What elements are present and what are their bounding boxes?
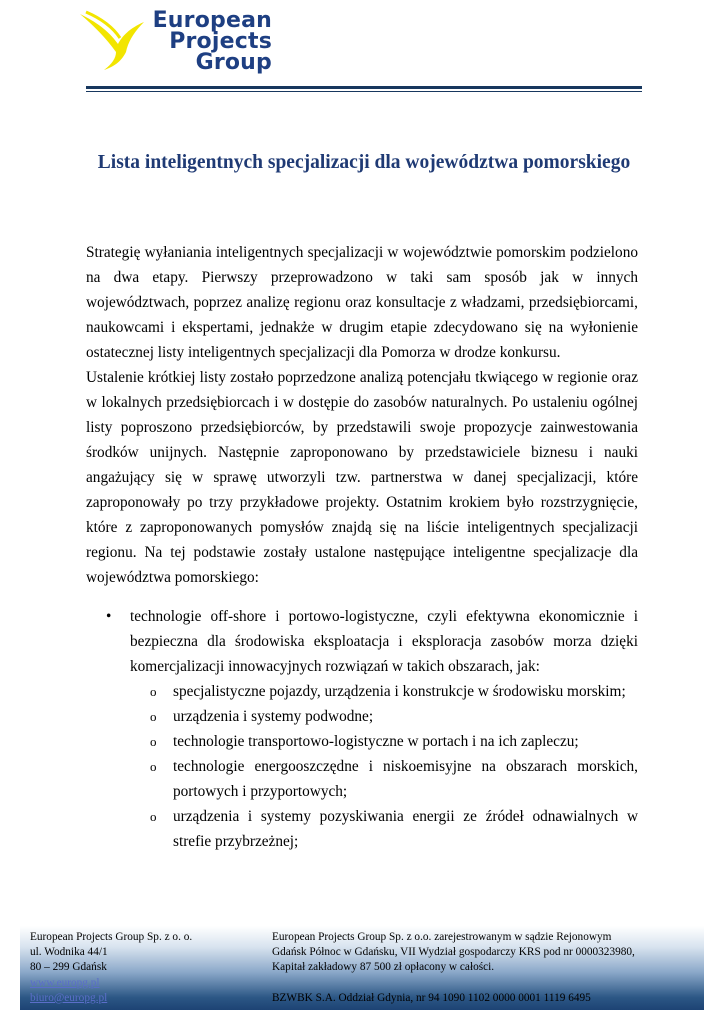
bullet-marker: • (106, 608, 112, 625)
sub-list (130, 679, 638, 854)
footer-website-link[interactable]: www.europg.pl (30, 976, 100, 989)
document-title: Lista inteligentnych specjalizacji dla województwa pomorskiego (97, 152, 631, 173)
footer-registration (272, 930, 702, 1006)
logo-line-3: Group (195, 50, 272, 75)
sub-marker: o (150, 734, 157, 749)
footer-city: 80 – 299 Gdańsk (30, 961, 107, 974)
sub-list-item (130, 729, 638, 754)
sub-list-item (130, 679, 638, 704)
company-logo (78, 8, 278, 78)
bullet-list (86, 604, 638, 854)
footer-bank-account: BZWBK S.A. Oddział Gdynia, nr 94 1090 1102 0000 0001 1119 6495 (272, 991, 591, 1004)
sub-list-item (130, 704, 638, 729)
page-footer (20, 926, 704, 1010)
footer-email-link[interactable]: biuro@europg.pl (30, 991, 108, 1004)
header-rule-thick (86, 86, 642, 89)
sub-item-text: technologie energooszczędne i niskoemisyjne na obszarach morskich, portowych i przyportowych; (173, 758, 638, 800)
sub-marker: o (150, 809, 157, 824)
sub-marker: o (150, 684, 157, 699)
footer-registration-line: Gdańsk Północ w Gdańsku, VII Wydział gospodarczy KRS pod nr 0000323980, (272, 946, 635, 959)
list-item (86, 604, 638, 854)
footer-registration-line: Kapitał zakładowy 87 500 zł opłacony w całości. (272, 961, 495, 974)
footer-company: European Projects Group Sp. z o. o. (30, 931, 193, 943)
footer-address (30, 930, 260, 1006)
footer-street: ul. Wodnika 44/1 (30, 946, 108, 959)
sub-list-item (130, 754, 638, 804)
sub-list-item (130, 804, 638, 854)
header-rule-thin (86, 91, 642, 92)
sub-marker: o (150, 709, 157, 724)
logo-line-1: European (152, 8, 272, 33)
footer-registration-line: European Projects Group Sp. z o.o. zarejestrowanym w sądzie Rejonowym (272, 931, 612, 943)
bullet-text: technologie off-shore i portowo-logistyczne, czyli efektywna ekonomicznie i bezpieczna dla środowiska eksploatacja i eksploracja zasobów morza dzięki komercjalizacji innowacyjnych rozwiązań w takich obszarach, jak: (130, 608, 638, 675)
sub-item-text: urządzenia i systemy pozyskiwania energii ze źródeł odnawialnych w strefie przybrzeżnej; (173, 808, 638, 850)
logo-wordmark (122, 10, 272, 73)
sub-item-text: specjalistyczne pojazdy, urządzenia i konstrukcje w środowisku morskim; (173, 683, 626, 700)
sub-marker: o (150, 759, 157, 774)
logo-line-2: Projects (169, 29, 272, 54)
document-body (86, 240, 638, 854)
sub-item-text: technologie transportowo-logistyczne w portach i na ich zapleczu; (173, 733, 579, 750)
paragraph: Ustalenie krótkiej listy zostało poprzedzone analizą potencjału tkwiącego w regionie oraz w lokalnych przedsiębiorcach i w dostępie do zasobów naturalnych. Po ustaleniu ogólnej listy poproszono przedsiębiorców, by przedstawili swoje propozycje zainwestowania środków unijnych. Następnie zaproponowano by przedstawiciele biznesu i nauki angażujący się w sprawę utworzyli tzw. partnerstwa w danej specjalizacji, które zaproponowały po trzy przykładowe projekty. Ostatnim krokiem było rozstrzygnięcie, które z zaproponowanych pomysłów znajdą się na liście inteligentnych specjalizacji regionu. Na tej podstawie zostały ustalone następujące inteligentne specjalizacje dla województwa pomorskiego: (86, 369, 638, 586)
sub-item-text: urządzenia i systemy podwodne; (173, 708, 374, 725)
paragraph: Strategię wyłaniania inteligentnych specjalizacji w województwie pomorskim podzielono na dwa etapy. Pierwszy przeprowadzono w taki sam sposób jak w innych województwach, poprzez analizę regionu oraz konsultacje z władzami, przedsiębiorcami, naukowcami i ekspertami, jednakże w drugim etapie zdecydowano się na wyłonienie ostatecznej listy inteligentnych specjalizacji dla Pomorza w drodze konkursu. (86, 244, 638, 361)
